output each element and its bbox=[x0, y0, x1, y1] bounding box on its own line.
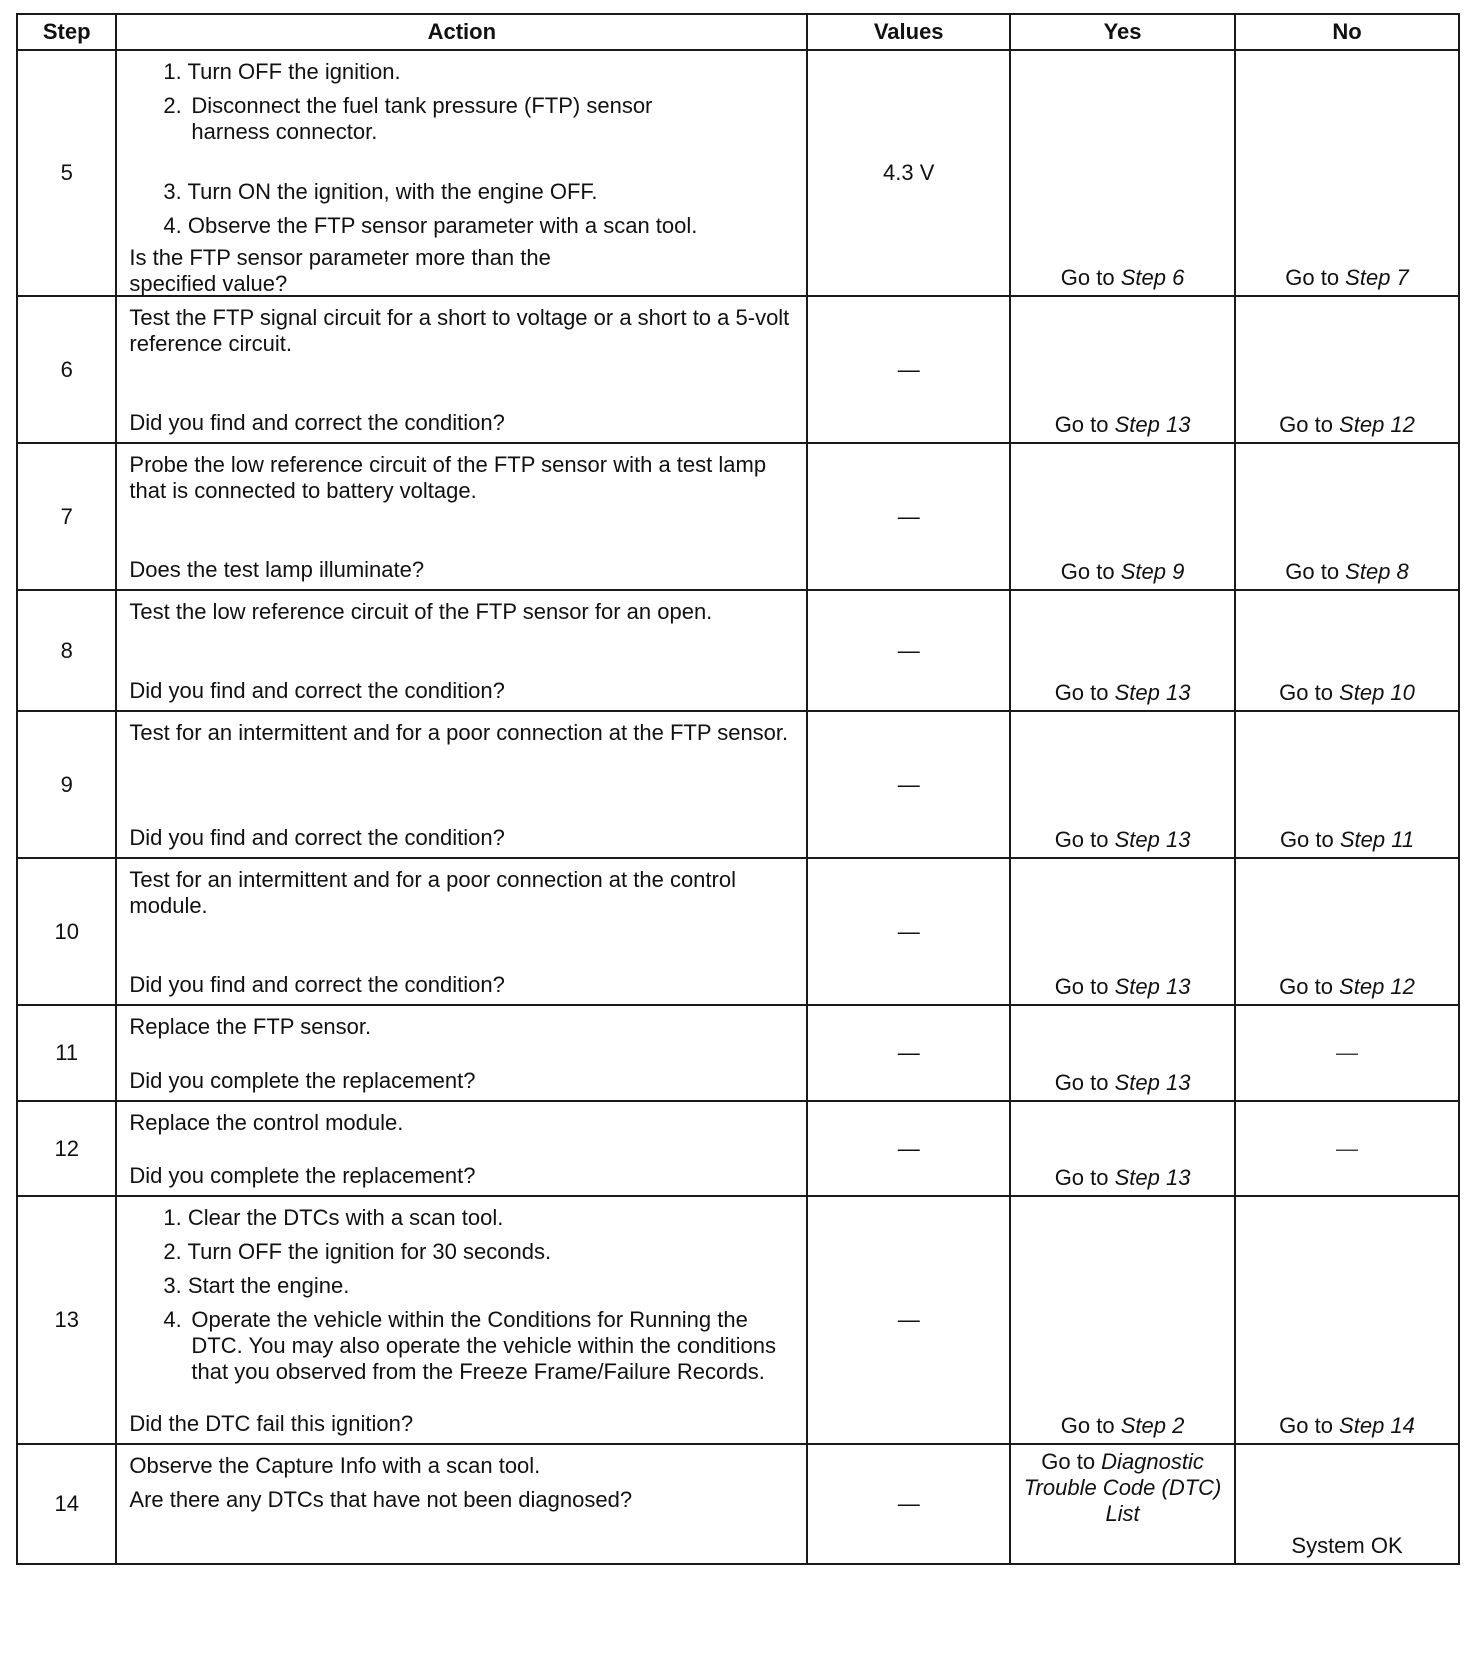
yes-step-link[interactable]: Step 9 bbox=[1120, 559, 1185, 584]
list-text: Turn OFF the ignition for 30 seconds. bbox=[187, 1239, 552, 1264]
action-content bbox=[117, 297, 806, 442]
list-number: 4. bbox=[163, 213, 182, 238]
action-cell bbox=[116, 711, 807, 858]
action-question: Did you find and correct the condition? bbox=[129, 678, 505, 703]
no-prefix: Go to bbox=[1279, 1413, 1340, 1438]
action-cell bbox=[116, 1196, 807, 1444]
action-cell bbox=[116, 1101, 807, 1196]
action-steps-list bbox=[129, 1205, 794, 1385]
action-cell bbox=[116, 443, 807, 590]
header-action: Action bbox=[116, 14, 807, 50]
action-question: Did you find and correct the condition? bbox=[129, 972, 505, 997]
value-cell: — bbox=[807, 1444, 1010, 1564]
step-number: 11 bbox=[17, 1005, 116, 1101]
yes-cell bbox=[1010, 1444, 1235, 1564]
action-cell bbox=[116, 296, 807, 443]
action-text: Test for an intermittent and for a poor connection at the FTP sensor. bbox=[129, 720, 789, 745]
yes-outcome bbox=[1011, 51, 1234, 295]
list-item bbox=[159, 179, 794, 205]
diagnostic-table bbox=[16, 13, 1460, 1565]
value-cell: — bbox=[807, 443, 1010, 590]
step-number: 5 bbox=[17, 50, 116, 296]
yes-step-link[interactable]: Step 13 bbox=[1114, 974, 1191, 999]
list-text: Observe the FTP sensor parameter with a scan tool. bbox=[187, 213, 698, 238]
action-text: Test the low reference circuit of the FTP sensor for an open. bbox=[129, 599, 713, 624]
no-cell bbox=[1235, 858, 1459, 1005]
no-outcome bbox=[1236, 591, 1458, 710]
no-prefix: Go to bbox=[1279, 974, 1340, 999]
action-question: Did you complete the replacement? bbox=[129, 1068, 476, 1093]
table-row bbox=[17, 858, 1459, 1005]
step-number: 8 bbox=[17, 590, 116, 711]
list-text: Disconnect the fuel tank pressure (FTP) sensor harness connector. bbox=[191, 93, 653, 144]
yes-cell bbox=[1010, 443, 1235, 590]
action-text: Test for an intermittent and for a poor connection at the control module. bbox=[129, 867, 736, 918]
action-steps-list bbox=[129, 59, 794, 239]
no-outcome bbox=[1236, 51, 1458, 295]
action-content bbox=[117, 1445, 806, 1563]
no-step-link[interactable]: Step 10 bbox=[1339, 680, 1415, 705]
list-item bbox=[159, 1273, 794, 1299]
no-outcome bbox=[1236, 859, 1458, 1004]
table-row bbox=[17, 590, 1459, 711]
list-number: 2. bbox=[163, 93, 182, 118]
step-number: 10 bbox=[17, 858, 116, 1005]
yes-cell bbox=[1010, 1196, 1235, 1444]
action-text: Observe the Capture Info with a scan tool. bbox=[129, 1453, 541, 1478]
yes-outcome bbox=[1011, 1445, 1234, 1563]
no-cell: — bbox=[1235, 1005, 1459, 1101]
yes-dtc-list-link[interactable]: Diagnostic Trouble Code (DTC) List bbox=[1023, 1449, 1222, 1526]
no-outcome bbox=[1236, 1197, 1458, 1443]
yes-step-link[interactable]: Step 2 bbox=[1120, 1413, 1185, 1438]
no-outcome bbox=[1236, 444, 1458, 589]
yes-step-link[interactable]: Step 13 bbox=[1114, 827, 1191, 852]
action-question: Is the FTP sensor parameter more than the specified value? bbox=[129, 245, 551, 296]
yes-outcome bbox=[1011, 1102, 1234, 1195]
table-row bbox=[17, 1444, 1459, 1564]
value-cell: 4.3 V bbox=[807, 50, 1010, 296]
no-step-link[interactable]: Step 12 bbox=[1339, 412, 1415, 437]
list-number: 1. bbox=[163, 1205, 182, 1230]
action-cell bbox=[116, 1444, 807, 1564]
no-step-link[interactable]: Step 7 bbox=[1345, 265, 1409, 290]
no-cell bbox=[1235, 711, 1459, 858]
yes-step-link[interactable]: Step 13 bbox=[1114, 412, 1191, 437]
action-question: Did you complete the replacement? bbox=[129, 1163, 476, 1188]
value-cell: — bbox=[807, 590, 1010, 711]
action-question: Did you find and correct the condition? bbox=[129, 825, 505, 850]
list-text: Turn OFF the ignition. bbox=[187, 59, 401, 84]
list-number: 3. bbox=[163, 1273, 182, 1298]
action-content bbox=[117, 1102, 806, 1195]
yes-cell bbox=[1010, 50, 1235, 296]
action-text: Probe the low reference circuit of the FTP sensor with a test lamp that is connected to battery voltage. bbox=[129, 452, 767, 503]
step-number: 9 bbox=[17, 711, 116, 858]
no-step-link[interactable]: Step 8 bbox=[1345, 559, 1409, 584]
no-cell bbox=[1235, 50, 1459, 296]
yes-cell bbox=[1010, 1101, 1235, 1196]
action-content bbox=[117, 51, 806, 295]
no-prefix: Go to bbox=[1279, 827, 1340, 852]
yes-prefix: Go to bbox=[1054, 827, 1115, 852]
step-number: 14 bbox=[17, 1444, 116, 1564]
yes-prefix: Go to bbox=[1060, 559, 1121, 584]
yes-cell bbox=[1010, 296, 1235, 443]
no-step-link[interactable]: Step 11 bbox=[1339, 827, 1415, 852]
no-step-link[interactable]: Step 12 bbox=[1339, 974, 1415, 999]
no-cell bbox=[1235, 590, 1459, 711]
action-content bbox=[117, 712, 806, 857]
table-row bbox=[17, 443, 1459, 590]
value-cell: — bbox=[807, 1005, 1010, 1101]
list-number: 3. bbox=[163, 179, 182, 204]
yes-prefix: Go to bbox=[1041, 1449, 1102, 1474]
yes-prefix: Go to bbox=[1060, 265, 1121, 290]
no-cell bbox=[1235, 1196, 1459, 1444]
list-item bbox=[159, 1205, 794, 1231]
table-row bbox=[17, 50, 1459, 296]
list-number: 1. bbox=[163, 59, 182, 84]
header-yes: Yes bbox=[1010, 14, 1235, 50]
list-number: 2. bbox=[163, 1239, 182, 1264]
table-row bbox=[17, 1005, 1459, 1101]
value-cell: — bbox=[807, 1196, 1010, 1444]
no-prefix: Go to bbox=[1279, 680, 1340, 705]
action-cell bbox=[116, 590, 807, 711]
yes-prefix: Go to bbox=[1054, 412, 1115, 437]
value-cell: — bbox=[807, 1101, 1010, 1196]
list-item bbox=[159, 59, 794, 85]
header-row bbox=[17, 14, 1459, 50]
action-text: Test the FTP signal circuit for a short to voltage or a short to a 5-volt reference circuit. bbox=[129, 305, 790, 356]
no-cell bbox=[1235, 296, 1459, 443]
yes-step-link[interactable]: Step 13 bbox=[1114, 1070, 1191, 1095]
no-prefix: Go to bbox=[1279, 412, 1340, 437]
yes-outcome bbox=[1011, 1006, 1234, 1100]
action-cell bbox=[116, 858, 807, 1005]
header-no: No bbox=[1235, 14, 1459, 50]
table-row bbox=[17, 296, 1459, 443]
no-system-ok: System OK bbox=[1291, 1533, 1403, 1558]
action-question: Did the DTC fail this ignition? bbox=[129, 1411, 414, 1436]
list-item bbox=[159, 1239, 794, 1265]
no-outcome bbox=[1236, 712, 1458, 857]
table-row bbox=[17, 711, 1459, 858]
action-text: Replace the FTP sensor. bbox=[129, 1014, 372, 1039]
table-row bbox=[17, 1196, 1459, 1444]
no-cell: — bbox=[1235, 1101, 1459, 1196]
no-outcome bbox=[1236, 1445, 1458, 1563]
action-cell bbox=[116, 50, 807, 296]
yes-outcome bbox=[1011, 444, 1234, 589]
list-text: Turn ON the ignition, with the engine OFF. bbox=[187, 179, 598, 204]
yes-cell bbox=[1010, 711, 1235, 858]
no-outcome bbox=[1236, 297, 1458, 442]
list-item bbox=[159, 213, 794, 239]
no-prefix: Go to bbox=[1285, 559, 1346, 584]
header-values: Values bbox=[807, 14, 1010, 50]
action-content bbox=[117, 591, 806, 710]
no-cell bbox=[1235, 1444, 1459, 1564]
step-number: 6 bbox=[17, 296, 116, 443]
yes-prefix: Go to bbox=[1054, 1070, 1115, 1095]
yes-outcome bbox=[1011, 591, 1234, 710]
yes-outcome bbox=[1011, 297, 1234, 442]
action-content bbox=[117, 444, 806, 589]
list-text: Start the engine. bbox=[187, 1273, 350, 1298]
value-cell: — bbox=[807, 296, 1010, 443]
yes-outcome bbox=[1011, 1197, 1234, 1443]
step-number: 12 bbox=[17, 1101, 116, 1196]
no-cell bbox=[1235, 443, 1459, 590]
action-question: Does the test lamp illuminate? bbox=[129, 557, 425, 582]
yes-outcome bbox=[1011, 859, 1234, 1004]
table-row bbox=[17, 1101, 1459, 1196]
value-cell: — bbox=[807, 711, 1010, 858]
action-cell bbox=[116, 1005, 807, 1101]
action-content bbox=[117, 859, 806, 1004]
list-text: Operate the vehicle within the Conditions for Running the DTC. You may also operate the vehicle within the conditions that you observed from the Freeze Frame/Failure Records. bbox=[191, 1307, 776, 1384]
list-text: Clear the DTCs with a scan tool. bbox=[187, 1205, 504, 1230]
action-question: Did you find and correct the condition? bbox=[129, 410, 505, 435]
diagnostic-table-page bbox=[16, 13, 1460, 1565]
yes-prefix: Go to bbox=[1054, 1165, 1115, 1190]
yes-step-link[interactable]: Step 13 bbox=[1114, 680, 1191, 705]
action-content bbox=[117, 1197, 806, 1443]
yes-cell bbox=[1010, 590, 1235, 711]
yes-cell bbox=[1010, 1005, 1235, 1101]
yes-step-link[interactable]: Step 13 bbox=[1114, 1165, 1191, 1190]
yes-cell bbox=[1010, 858, 1235, 1005]
yes-prefix: Go to bbox=[1054, 680, 1115, 705]
no-step-link[interactable]: Step 14 bbox=[1339, 1413, 1415, 1438]
list-item bbox=[159, 93, 794, 145]
no-prefix: Go to bbox=[1285, 265, 1346, 290]
yes-prefix: Go to bbox=[1060, 1413, 1121, 1438]
header-step: Step bbox=[17, 14, 116, 50]
yes-prefix: Go to bbox=[1054, 974, 1115, 999]
list-item bbox=[159, 1307, 794, 1385]
action-question: Are there any DTCs that have not been diagnosed? bbox=[129, 1487, 633, 1512]
step-number: 13 bbox=[17, 1196, 116, 1444]
action-content bbox=[117, 1006, 806, 1100]
yes-outcome bbox=[1011, 712, 1234, 857]
step-number: 7 bbox=[17, 443, 116, 590]
yes-step-link[interactable]: Step 6 bbox=[1120, 265, 1185, 290]
value-cell: — bbox=[807, 858, 1010, 1005]
list-number: 4. bbox=[163, 1307, 182, 1332]
action-text: Replace the control module. bbox=[129, 1110, 404, 1135]
